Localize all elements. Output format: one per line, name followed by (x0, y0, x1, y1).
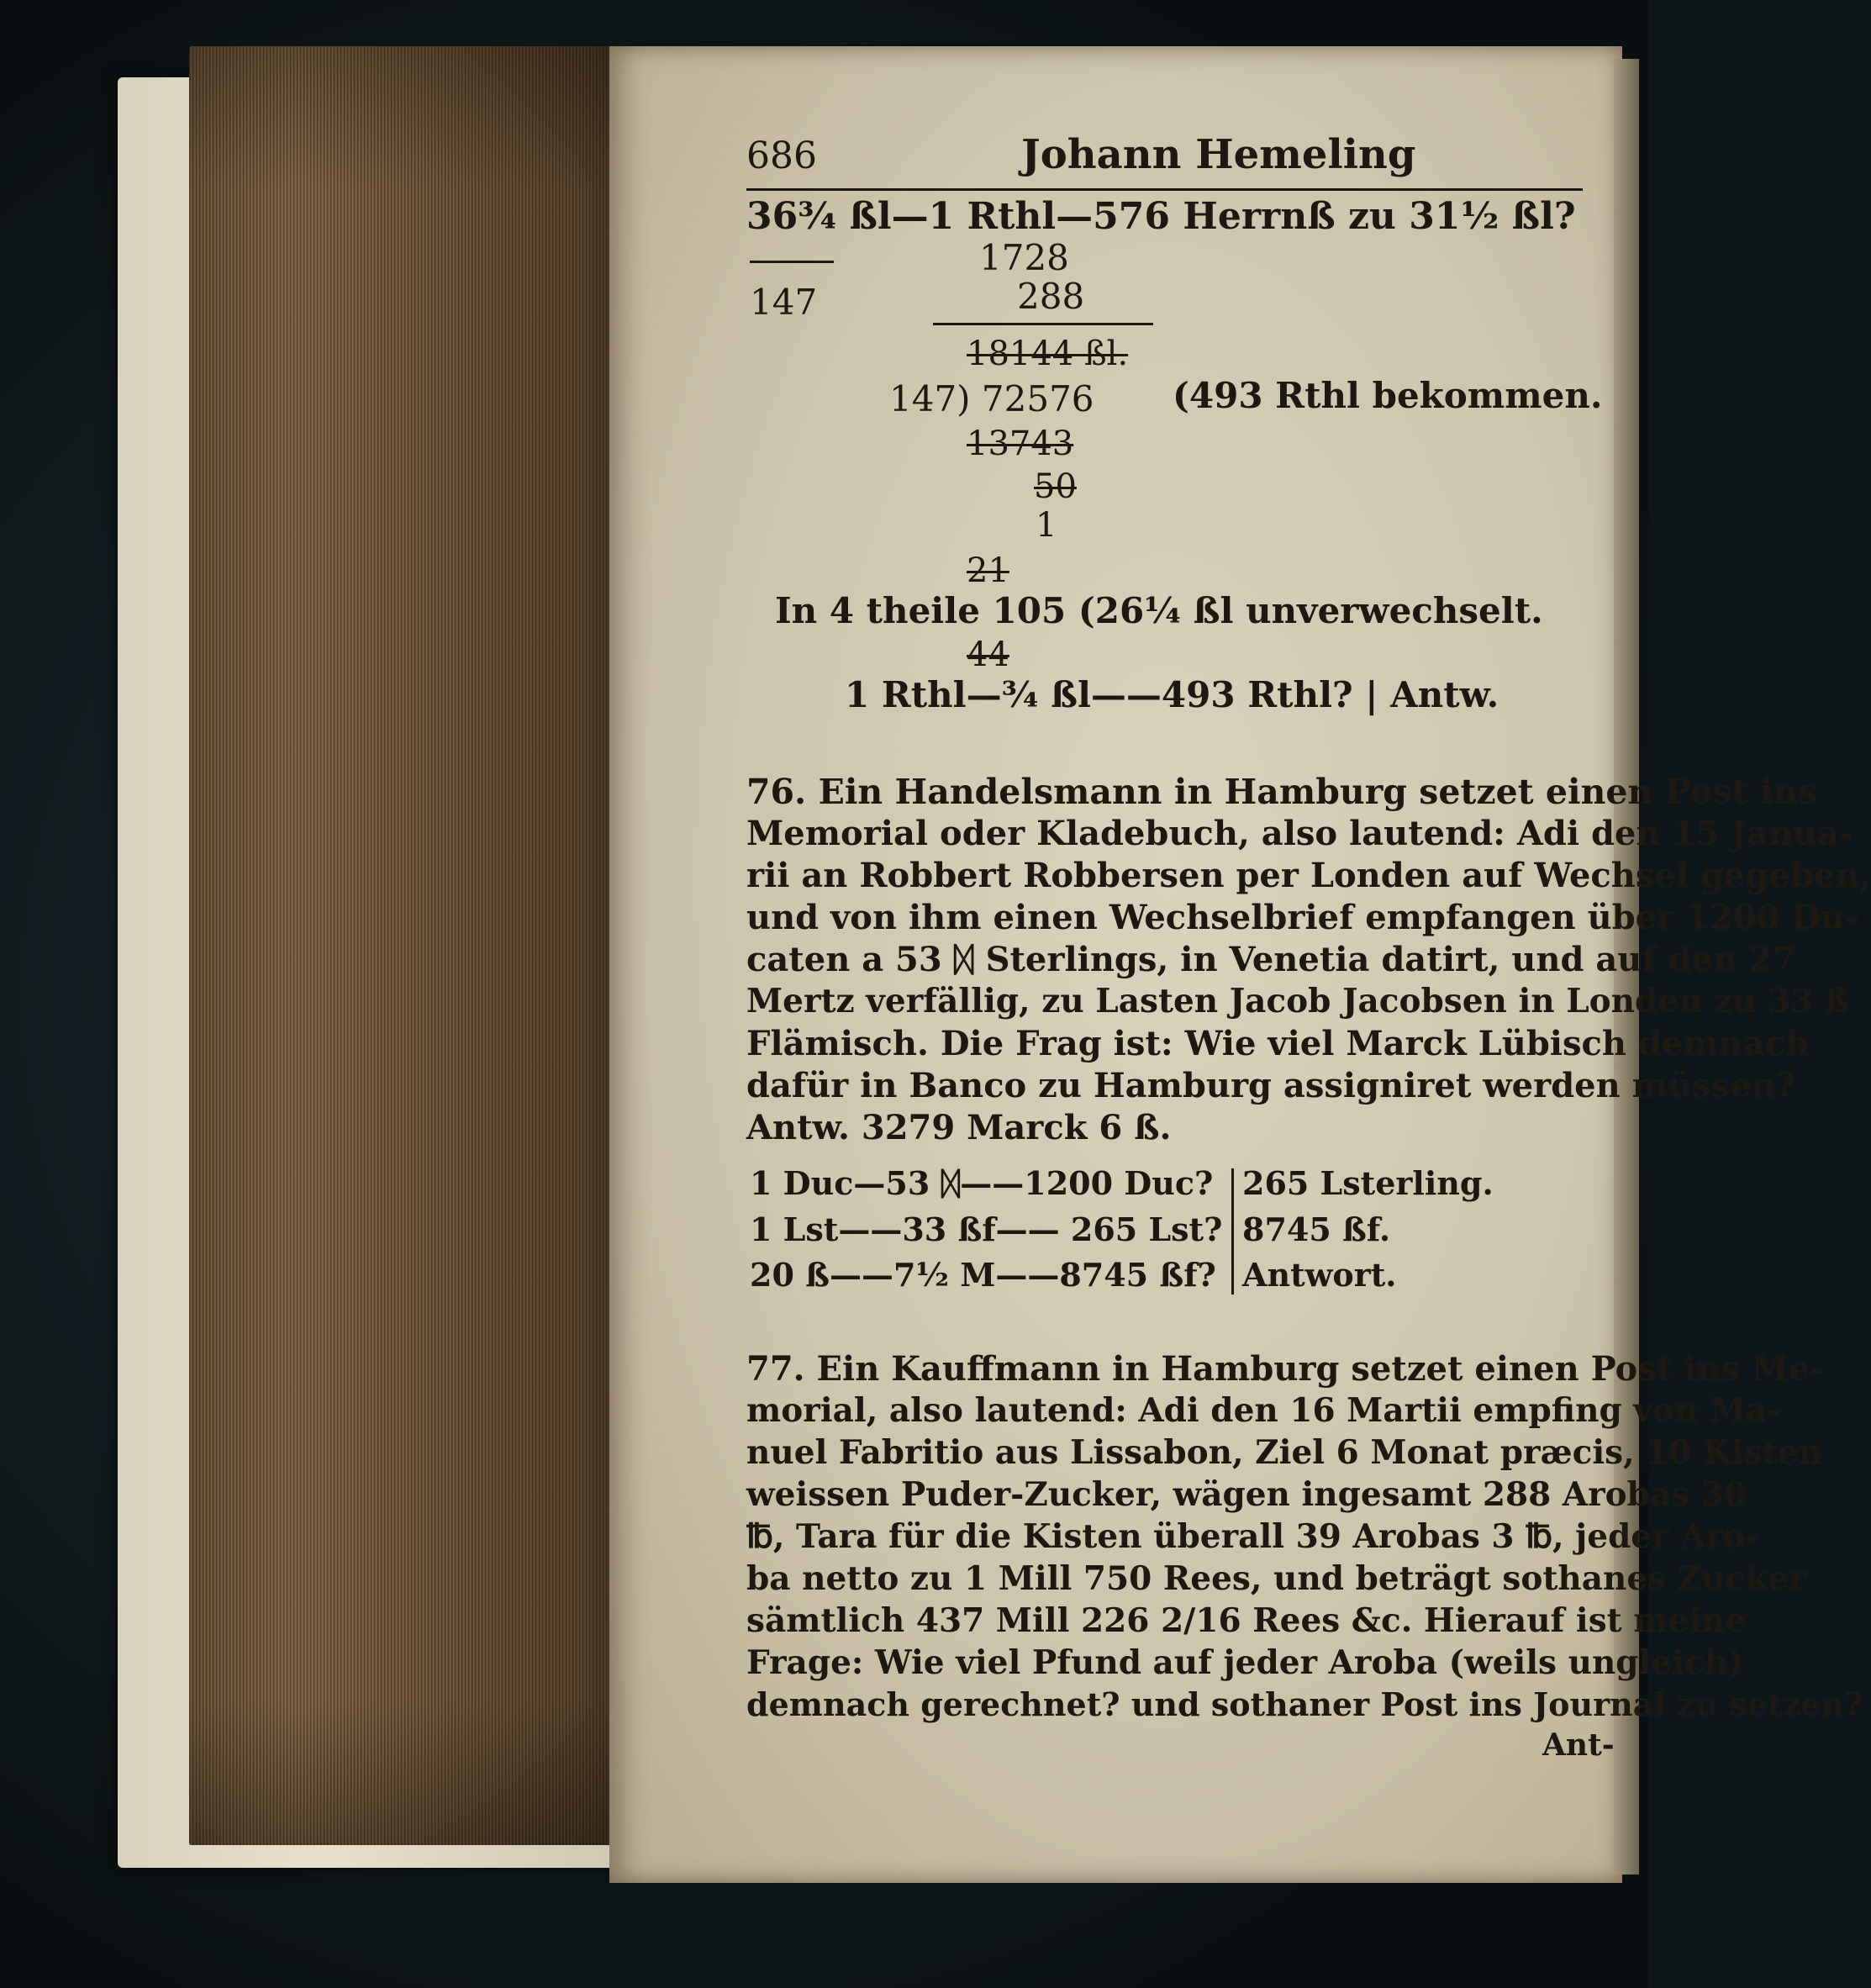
calc-result-note: (493 Rthl bekommen. (1173, 375, 1603, 416)
calc-sum-rule (933, 323, 1153, 325)
calc-division: 147) 72576 (889, 378, 1094, 419)
table-row-3-right: Antwort. (1242, 1256, 1397, 1294)
problem-77-line-2: morial, also lautend: Adi den 16 Martii empfing von Ma- (746, 1391, 1781, 1430)
problem-77-line-4: weissen Puder-Zucker, wägen ingesamt 288 Arobas 30 (746, 1475, 1747, 1514)
calc-row-288: 288 (1017, 276, 1085, 317)
calc-answer-line: 1 Rthl—¾ ßl——493 Rthl? | Antw. (845, 674, 1499, 715)
problem-76-line-6: Mertz verfällig, zu Lasten Jacob Jacobsen in Londen zu 33 ß (746, 982, 1850, 1020)
catchword: Ant- (1542, 1727, 1615, 1763)
problem-77-line-3: nuel Fabritio aus Lissabon, Ziel 6 Monat præcis, 10 Kisten (746, 1433, 1822, 1472)
problem-77-line-5: ℔, Tara für die Kisten überall 39 Arobas 3 ℔, jeder Aro- (746, 1517, 1759, 1556)
calc-line-1: 36¾ ßl—1 Rthl—576 Herrnß zu 31½ ßl? (746, 195, 1576, 238)
calc-crossed-50: 50 (1034, 467, 1077, 506)
calc-crossed-13743: 13743 (967, 424, 1074, 463)
calc-crossed-44: 44 (967, 635, 1009, 674)
problem-77-line-8: Frage: Wie viel Pfund auf jeder Aroba (weils ungleich) (746, 1643, 1744, 1682)
problem-76-line-7: Flämisch. Die Frag ist: Wie viel Marck Lübisch demnach (746, 1024, 1810, 1063)
problem-76-line-2: Memorial oder Kladebuch, also lautend: Adi den 15 Janua- (746, 814, 1853, 853)
table-row-1-right: 265 Lsterling. (1242, 1164, 1494, 1202)
calc-row-1: 1 (1036, 506, 1057, 545)
table-row-3-left: 20 ß——7½ M——8745 ßf? (750, 1256, 1216, 1294)
page-number: 686 (746, 134, 817, 177)
problem-77-line-9: demnach gerechnet? und sothaner Post ins Journal zu setzen? (746, 1685, 1863, 1723)
calc-parts-line: In 4 theile 105 (26¼ ßl unverwechselt. (775, 590, 1543, 631)
table-row-1-left: 1 Duc—53 ᛞ——1200 Duc? (750, 1164, 1214, 1202)
calc-divisor: 147 (750, 282, 818, 323)
problem-76-line-1: 76. Ein Handelsmann in Hamburg setzet einen Post ins (746, 772, 1818, 812)
calc-crossed-21: 21 (967, 551, 1009, 590)
problem-77-line-7: sämtlich 437 Mill 226 2/16 Rees &c. Hierauf ist meine (746, 1601, 1747, 1640)
problem-76-line-8: dafür in Banco zu Hamburg assigniret werden müssen? (746, 1066, 1796, 1105)
problem-76-line-4: und von ihm einen Wechselbrief empfangen über 1200 Du- (746, 898, 1859, 937)
problem-77-line-1: 77. Ein Kauffmann in Hamburg setzet einen Post ins Me- (746, 1349, 1825, 1389)
header-rule (746, 188, 1583, 191)
calc-crossed-18144: 18144 ßl. (967, 335, 1129, 373)
problem-76-line-3: rii an Robbert Robbersen per Londen auf Wechsel gegeben, (746, 856, 1871, 895)
table-row-2-left: 1 Lst——33 ßf—— 265 Lst? (750, 1210, 1223, 1248)
calc-dash (750, 261, 834, 263)
page-edges-block (189, 46, 622, 1845)
table-divider (1231, 1168, 1234, 1295)
calc-row-1728: 1728 (979, 237, 1069, 278)
problem-76-line-5: caten a 53 ᛞ Sterlings, in Venetia datirt, und auf den 27 (746, 940, 1796, 979)
table-row-2-right: 8745 ßf. (1242, 1210, 1391, 1248)
problem-76-line-9: Antw. 3279 Marck 6 ß. (746, 1108, 1172, 1147)
problem-77-line-6: ba netto zu 1 Mill 750 Rees, und beträgt sothanes Zucker (746, 1559, 1806, 1598)
running-title: Johann Hemeling (1021, 131, 1416, 178)
